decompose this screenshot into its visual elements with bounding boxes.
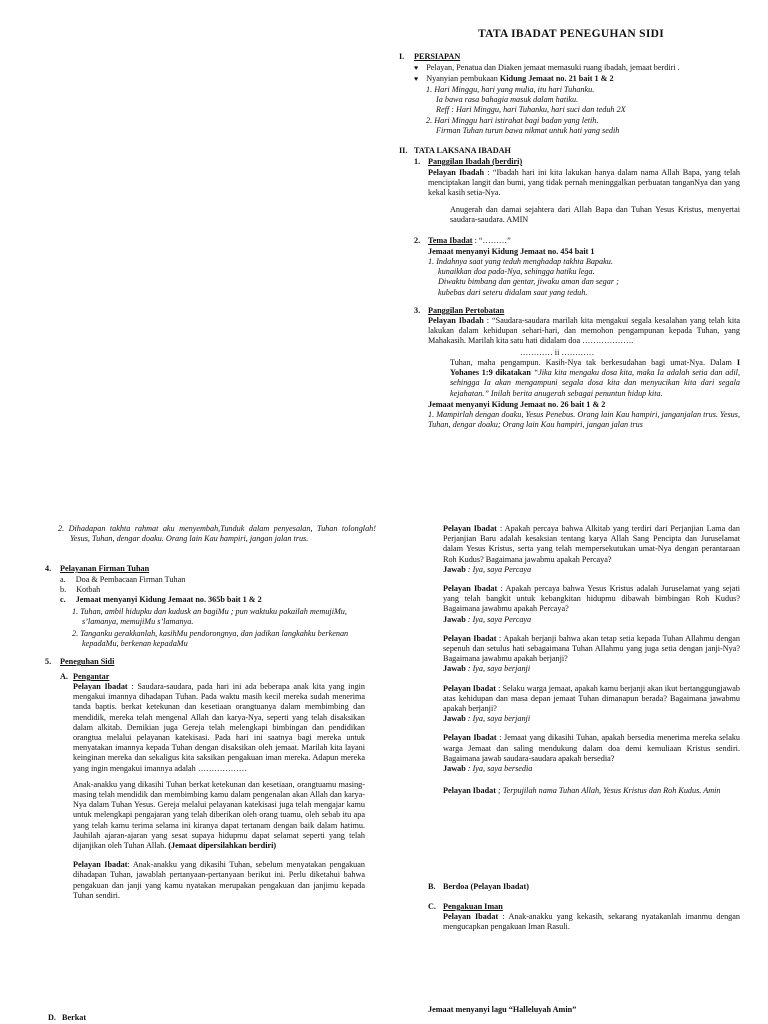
hymn-lyrics [426, 85, 756, 136]
sub-heading: Pengakuan Iman [443, 902, 503, 911]
list-item: Doa & Pembacaan Firman Tuhan [75, 575, 186, 584]
sub-heading: Berdoa (Pelayan Ibadat) [443, 882, 529, 891]
answer-text: : Iya, saya Percaya [467, 614, 532, 624]
item-heading: Panggilan Pertobatan [428, 306, 505, 315]
item-heading: Pelayanan Firman Tuhan [60, 564, 150, 573]
answer-text: : Iya, saya berjanji [467, 714, 531, 724]
lyric-line: 2. Hari Minggu hari istirahat bagi badan yang letih. [426, 115, 599, 125]
hymn-reference: Kidung Jemaat no. 21 bait 1 & 2 [499, 74, 614, 83]
item-number: 5. [45, 657, 52, 666]
speaker-label: Pelayan Ibadat [443, 584, 498, 594]
scripture-reference: I Yohanes 1:9 dikatakan [450, 358, 740, 378]
answer-text: : Iya, saya Percaya [467, 564, 532, 574]
sub-heading: Pengantar [73, 672, 110, 681]
lyric-line: Ia bawa rasa bahagia masuk dalam hatiku. [436, 95, 579, 105]
bullet-text: Pelayan, Penatua dan Diaken jemaat memasuki ruang ibadah, jemaat berdiri . [426, 63, 680, 72]
lyric-line: 1. Indahnya saat yang teduh menghadap takhta Bapaku. [428, 257, 613, 266]
paragraph [428, 168, 740, 225]
paragraph: Tuhan, maha pengampun. Kasih-Nya tak berkesudahan bagi umat-Nya. Dalam I Yohanes 1:9 dikatakan “Jika kita mengaku dosa kita, maka Ia adalah setia dan adil, sehingga Ia akan mengampuni segala dosa kita dan menyucikan kita dari segala kejahatan.” Inilah berita anugerah sebagai penuntun hidup kita. [450, 358, 740, 398]
section-heading: TATA LAKSANA IBADAH [414, 146, 511, 155]
lyric-line: Diwaktu bimbang dan gentar, jiwaku aman dan segar ; [438, 277, 619, 287]
item-heading: Tema Ibadat : “………” [428, 236, 511, 245]
qa-item: Pelayan Ibadat : Selaku warga jemaat, apakah kamu berjanji akan ikut bertanggungjawab atas kehidupan dan masa depan jemaat Tuhan dimanapun berada? Bagaimana jawabmu apakah berjanji? Jawab : Iya, saya berjanji [443, 683, 741, 724]
paragraph-text: : “Saudara-saudara marilah kita mengakui segala kesalahan yang telah kita lakukan dalam kehidupan sehari-hari, dan memohon pengampunan kepada Tuhan, yang Mahakasih. Marilah kita satu hati didalam doa ………………. [428, 316, 740, 346]
hymn-reference: Jemaat menyanyi Kidung Jemaat no. 26 bait 1 & 2 [428, 400, 606, 409]
closing-instruction: Jemaat menyanyi lagu “Halleluyah Amin” [428, 1005, 577, 1014]
list-item [414, 74, 754, 84]
item-number: 4. [45, 564, 52, 573]
item-number: 3. [414, 306, 421, 315]
lyric-line: Firman Tuhan turun bawa nikmat untuk hati yang sedih [436, 125, 620, 135]
lyric-line: Reff : Hari Minggu, hari Tuhanku, hari suci dan teduh 2X [436, 105, 626, 115]
paragraph: Pelayan Ibadat : Anak-anakku yang kekasih, sekarang nyatakanlah imanmu dengan mengucapkan pengakuan Iman Rasuli. [443, 912, 741, 932]
sub-label: B. [428, 882, 436, 891]
speaker-label: Pelayan Ibadat [443, 786, 496, 796]
paragraph: Pelayan Ibadat : Saudara-saudara, pada hari ini ada beberapa anak kita yang ingin mengakui imannya dihadapan Tuhan. Pada waktu masih kecil mereka sudah menerima tanda baptis. berkat ketekunan dan kesetiaan orangtuanya dalam membimbing dan mendidik, mereka telah mengenal Allah dan karya-Nya, seperti yang telah disaksikan dalam alkitab. Demikian juga Gereja telah melengkapi bimbingan dan pendidikan orangtua melalui pelayanan katekisasi. Pada hari ini saatnya bagi mereka untuk menyatakan imannya kepada Tuhan dengan disaksikan oleh jemaat. Marilah kita layani keinginan mereka dan sekaligus kita saksikan pengakuan iman mereka. Adapun mereka yang ingin mengakui imannya adalah ……………… Anak-anakku yang dikasihi Tuhan berkat ketekunan dan kesetiaan, orangtuamu masing-masing telah mendidik dan membimbing kamu dalam pengenalan akan Allah dan karya-Nya dalam Tuhan Yesus. Gereja melalui pelayanan katekisasi juga telah mengajar kamu untuk melengkapi pengajaran yang telah diberikan oleh orang tuamu, oleh sebab itu apa yang telah kamu terima selama ini kiranya dapat tertanam dengan baik dalam hatimu. Jauhilah ajaran-ajaran yang sesat supaya hidupmu dapat selamat seperti yang telah dijanjikan oleh Tuhan Allah. (Jemaat dipersilahkan berdiri) Pelayan Ibadat: Anak-anakku yang dikasihi Tuhan, sebelum menyatakan pengakuan dihadapan Tuhan, jawablah pertanyaan-pertanyaan berikut ini. Perlu diketahui bahwa pengakuan dan janji yang kamu nyatakan merupakan pengakuan dan janjimu kepada Tuhan sendiri. [73, 682, 365, 900]
qa-item: Pelayan Ibadat : Apakah percaya bahwa Alkitab yang terdiri dari Perjanjian Lama dan Perjanjian Baru adalah kesaksian tentang karya Allah Sang Pencipta dan Juruselamat dalam Yesus Kristus, serta yang telah mempersekutukan umat-Nya dengan perantaraan Roh Kudus? Bagaimana jawabmu apakah Percaya? Jawab : Iya, saya Percaya [443, 524, 741, 574]
lyric-line: kubebas dari seteru didalam saat yang teduh. [438, 287, 588, 297]
speaker-label: Pelayan Ibadat [73, 682, 128, 691]
section-number: I. [399, 52, 405, 61]
lyric-line: kunaikkan doa pada-Nya, sehingga hatiku lega. [438, 267, 595, 277]
qa-item: Pelayan Ibadat : Apakah percaya bahwa Yesus Kristus adalah Juruselamat yang sejati yang telah bangkit untuk kebangkitan hidupmu dibawah bimbingan Roh Kudus? Bagaimana jawabmu apakah Percaya? Jawab : Iya, saya Percaya [443, 584, 741, 624]
section-number: II. [399, 146, 408, 155]
hymn-lyrics: 2. Dihadapan takhta rahmat aku menyembah,Tunduk dalam penyesalan, Tuhan tolonglah! Yesus, Tuhan, dengar doaku. Orang lain Kau hampiri, jangan jalan trus. [58, 524, 376, 544]
sub-label: A. [60, 672, 68, 681]
speaker-label: Pelayan Ibadat [443, 912, 499, 921]
separator-text: ………… ii ………… [520, 348, 595, 357]
item-heading: Panggilan Ibadah (berdiri) [428, 157, 523, 166]
speaker-label: Pelayan Ibadat [443, 633, 497, 643]
lyric-line: 1. Hari Minggu, hari yang mulia, itu hari Tuhanku. [426, 85, 595, 94]
qa-item: Pelayan Ibadat : Apakah berjanji bahwa akan tetap setia kepada Tuhan Allahmu dengan sepenuh dan setulus hati sebagaimana Tuhan Allahmu yang juga setia dengan janji-Nya? Bagaimana jawabmu apakah berjanji? Jawab : Iya, saya berjanji [443, 633, 740, 674]
paragraph-text: Anugerah dan damai sejahtera dari Allah Bapa dan Tuhan Yesus Kristus, menyertai saudara-saudara. AMIN [450, 204, 740, 224]
lyric-line: 2. Tanganku gerakkanlah, kasihMu pendorongnya, dan jadikan langkahku berkenan kepadaMu, berkenan kepadaMu [72, 629, 349, 649]
item-number: 1. [414, 157, 421, 166]
list-item [414, 63, 754, 73]
hymn-reference: Jemaat menyanyi Kidung Jemaat no. 365b bait 1 & 2 [75, 595, 262, 605]
bullet-text: Nyanyian pembukaan [426, 74, 498, 83]
hymn-lyrics [428, 257, 748, 298]
qa-item: Pelayan Ibadat : Jemaat yang dikasihi Tuhan, apakah bersedia menerima mereka selaku warga Jemaat dan saling mendukung dalam doa demi kemuliaan Kristus sendiri. Bagaimana jawab saudara-saudara apakah bersedia? Jawab : Iya, saya bersedia [443, 733, 741, 774]
lyric-line: 1. Tuhan, ambil hidupku dan kudusk an bagiMu ; pun waktuku pakailah memujiMu, s’lamanya, memujiMu s’lamanya. [72, 607, 347, 627]
answer-text: : Iya, saya berjanji [467, 664, 531, 674]
answer-text: : Iya, saya bersedia [467, 764, 533, 774]
item-number: 2. [414, 236, 421, 245]
section-heading: PERSIAPAN [414, 52, 461, 61]
list-item: Kotbah [76, 585, 101, 595]
heart-icon: ♥ [414, 64, 419, 72]
speaker-label: Pelayan Ibadat [73, 860, 128, 870]
speaker-label: Pelayan Ibadat [443, 524, 497, 533]
sub-label: C. [428, 902, 436, 911]
paragraph-text: : “Ibadah hari ini kita lakukan hanya dalam nama Allah Bapa, yang telah menciptakan langit dan bumi, yang tidak pernah meninggalkan perbuatan tanganNya dan yang kekal kasih setia-Nya. [428, 168, 740, 198]
sub-label: D. [48, 1013, 56, 1022]
sub-list: a. Doa & Pembacaan Firman Tuhan b. Kotbah c. Jemaat menyanyi Kidung Jemaat no. 365b bait 1 & 2 [60, 575, 262, 605]
hymn-lyrics: 1. Mampirlah dengan doaku, Yesus Penebus. Orang lain Kau hampiri, janganjalan trus. Yesus, Tuhan, dengar doaku; Orang lain Kau hampiri, jangan jalan trus [428, 410, 740, 430]
heart-icon: ♥ [414, 75, 419, 83]
speaker-label: Pelayan Ibadah [428, 316, 484, 325]
speaker-label: Pelayan Ibadat [443, 733, 497, 743]
speaker-label: Pelayan Ibadah [428, 168, 485, 177]
page-title: TATA IBADAT PENEGUHAN SIDI [478, 28, 664, 40]
speaker-label: Pelayan Ibadat [443, 683, 497, 693]
hymn-reference: Jemaat menyanyi Kidung Jemaat no. 454 bait 1 [428, 247, 595, 256]
paragraph [428, 316, 740, 347]
praise-text: ; Terpujilah nama Tuhan Allah, Yesus Kristus dan Roh Kudus. Amin [496, 786, 721, 796]
qa-list [443, 524, 740, 796]
sub-heading: Berkat [62, 1013, 87, 1022]
item-heading: Peneguhan Sidi [60, 657, 115, 666]
